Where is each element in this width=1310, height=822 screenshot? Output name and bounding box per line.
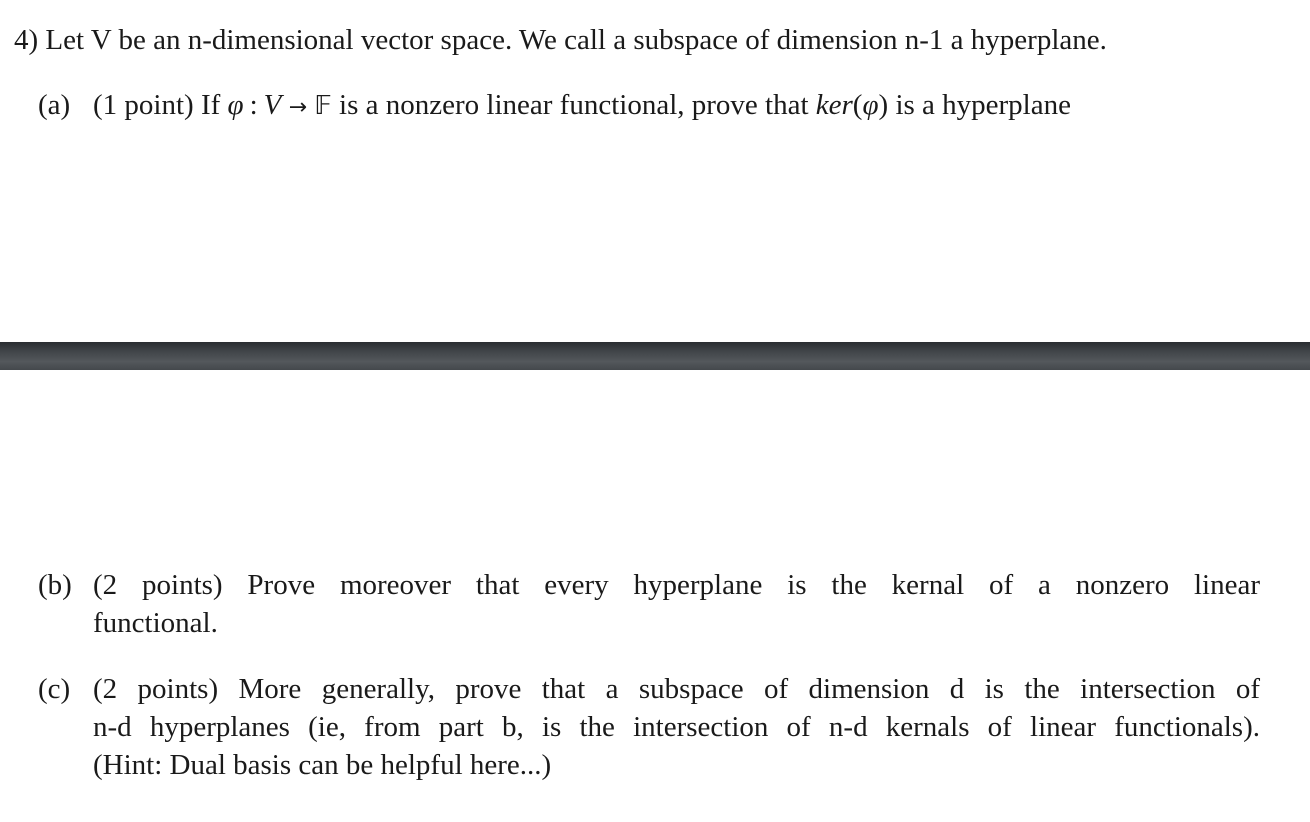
part-b-line2: functional. [93,607,218,639]
ker-close-paren: ) [878,89,889,121]
ker-symbol: ker [815,89,853,121]
phi-symbol: φ [227,89,244,121]
ker-phi-symbol: φ [862,89,879,121]
problem-intro: 4) Let V be an n-dimensional vector space. We call a subspace of dimension n-1 a hyperplane. [14,24,1107,56]
part-c-line2: n-d hyperplanes (ie, from part b, is the intersection of n-d kernals of linear functionals). [93,711,1260,743]
part-c-label: (c) [38,673,71,705]
part-a-mid: is a nonzero linear functional, prove that [339,89,809,121]
colon-symbol: : [249,89,258,121]
v-symbol: V [263,89,282,121]
ker-open-paren: ( [852,89,863,121]
part-c-line1: (2 points) More generally, prove that a subspace of dimension d is the intersection of [93,673,1260,705]
field-symbol: 𝔽 [314,91,332,121]
part-b-label: (b) [38,569,72,601]
section-divider [0,342,1310,370]
part-c-line3: (Hint: Dual basis can be helpful here...) [93,749,552,781]
part-a-points: (1 point) [93,89,194,121]
arrow-symbol: → [288,95,308,120]
part-a-label: (a) [38,89,71,121]
part-a-pre: If [200,89,221,121]
part-b-line1: (2 points) Prove moreover that every hyperplane is the kernal of a nonzero linear [93,569,1260,601]
part-a-text [93,86,1071,127]
part-a-post: is a hyperplane [895,89,1071,121]
